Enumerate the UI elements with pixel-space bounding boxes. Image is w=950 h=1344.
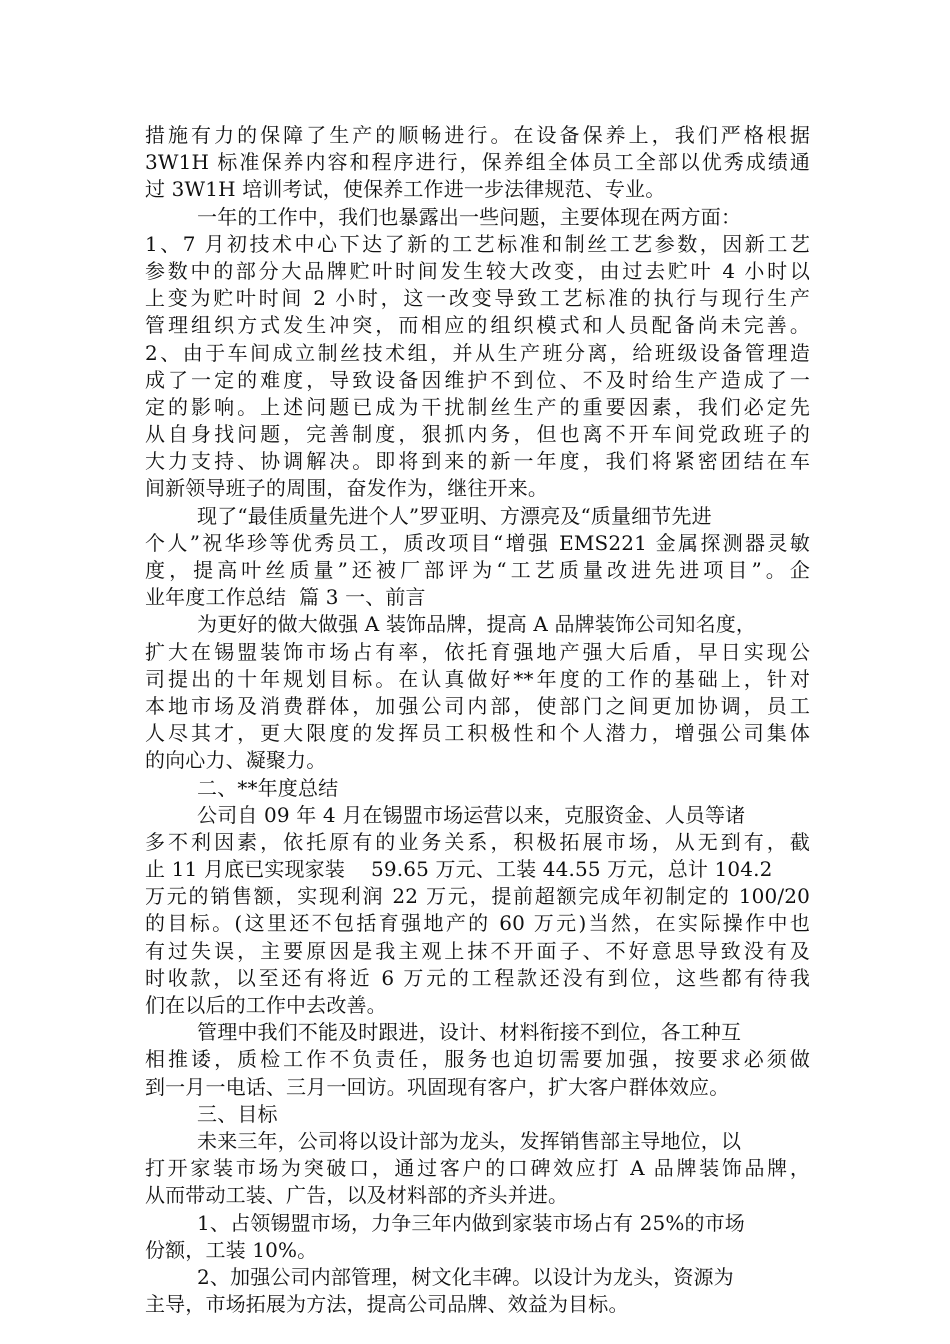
text-line: 个人”祝华珍等优秀员工，质改项目“增强 EMS221 金属探测器灵敏: [145, 530, 810, 555]
text-line: 份额，工装 10%。: [145, 1237, 318, 1262]
text-line: 2、由于车间成立制丝技术组，并从生产班分离，给班级设备管理造: [145, 340, 810, 365]
text-line: 本地市场及消费群体，加强公司内部，使部门之间更加协调，员工: [145, 693, 810, 718]
text-line: 业年度工作总结 篇 3 一、前言: [145, 585, 426, 610]
text-line: 止 11 月底已实现家装 59.65 万元、工装 44.55 万元，总计 104.2: [145, 857, 773, 882]
text-line: 从而带动工装、广告，以及材料部的齐头并进。: [145, 1183, 569, 1208]
text-line: 的向心力、凝聚力。: [145, 748, 327, 773]
text-line: 3W1H 标准保养内容和程序进行，保养组全体员工全部以优秀成绩通: [145, 150, 810, 175]
text-line: 司提出的十年规划目标。在认真做好**年度的工作的基础上，针对: [145, 666, 810, 691]
text-line: 定的影响。上述问题已成为干扰制丝生产的重要因素，我们必定先: [145, 394, 810, 419]
text-line: 二、**年度总结: [145, 775, 339, 800]
text-line: 相推诿，质检工作不负责任，服务也迫切需要加强，按要求必须做: [145, 1047, 810, 1072]
text-line: 从自身找问题，完善制度，狠抓内务，但也离不开车间党政班子的: [145, 422, 810, 447]
text-line: 的目标。(这里还不包括育强地产的 60 万元)当然，在实际操作中也: [145, 911, 810, 936]
text-line: 人尽其才，更大限度的发挥员工积极性和个人潜力，增强公司集体: [145, 721, 810, 746]
document-body: [145, 122, 810, 1318]
text-line: 大力支持、协调解决。即将到来的新一年度，我们将紧密团结在车: [145, 449, 810, 474]
text-line: 1、7 月初技术中心下达了新的工艺标准和制丝工艺参数，因新工艺: [145, 231, 810, 256]
text-line: 打开家装市场为突破口，通过客户的口碑效应打 A 品牌装饰品牌，: [145, 1156, 810, 1181]
text-line: 扩大在锡盟装饰市场占有率，依托育强地产强大后盾，早日实现公: [145, 639, 810, 664]
text-line: 万元的销售额，实现利润 22 万元，提前超额完成年初制定的 100/20: [145, 884, 810, 909]
text-line: 多不利因素，依托原有的业务关系，积极拓展市场，从无到有，截: [145, 829, 810, 854]
text-line: 主导，市场拓展为方法，提高公司品牌、效益为目标。: [145, 1292, 629, 1317]
text-line: 有过失误，主要原因是我主观上抹不开面子、不好意思导致没有及: [145, 938, 810, 963]
text-line: 时收款，以至还有将近 6 万元的工程款还没有到位，这些都有待我: [145, 965, 810, 990]
text-line: 三、目标: [145, 1101, 278, 1126]
text-line: 1、占领锡盟市场，力争三年内做到家装市场占有 25%的市场: [145, 1210, 745, 1235]
text-line: 未来三年，公司将以设计部为龙头，发挥销售部主导地位，以: [145, 1128, 742, 1153]
text-line: 管理组织方式发生冲突，而相应的组织模式和人员配备尚未完善。: [145, 313, 810, 338]
text-line: 现了“最佳质量先进个人”罗亚明、方漂亮及“质量细节先进: [145, 503, 712, 528]
text-line: 成了一定的难度，导致设备因维护不到位、不及时给生产造成了一: [145, 367, 810, 392]
text-line: 们在以后的工作中去改善。: [145, 993, 387, 1017]
text-line: 上变为贮叶时间 2 小时，这一改变导致工艺标准的执行与现行生产: [145, 286, 810, 311]
text-line: 一年的工作中，我们也暴露出一些问题，主要体现在两方面：: [145, 204, 742, 229]
text-line: 间新领导班子的周围，奋发作为，继往开来。: [145, 476, 548, 501]
text-line: 到一月一电话、三月一回访。巩固现有客户，扩大客户群体效应。: [145, 1074, 730, 1099]
text-line: 过 3W1H 培训考试，使保养工作进一步法律规范、专业。: [145, 177, 666, 202]
text-line: 管理中我们不能及时跟进，设计、材料衔接不到位，各工种互: [145, 1020, 742, 1045]
text-line: 参数中的部分大品牌贮叶时间发生较大改变，由过去贮叶 4 小时以: [145, 258, 810, 283]
text-line: 度，提高叶丝质量”还被厂部评为“工艺质量改进先进项目”。企: [145, 558, 810, 582]
text-line: 2、加强公司内部管理，树文化丰碑。以设计为龙头，资源为: [145, 1264, 734, 1289]
text-line: 措施有力的保障了生产的顺畅进行。在设备保养上，我们严格根据: [145, 123, 810, 147]
text-line: 为更好的做大做强 A 装饰品牌，提高 A 品牌装饰公司知名度，: [145, 612, 757, 637]
text-line: 公司自 09 年 4 月在锡盟市场运营以来，克服资金、人员等诸: [145, 802, 746, 827]
